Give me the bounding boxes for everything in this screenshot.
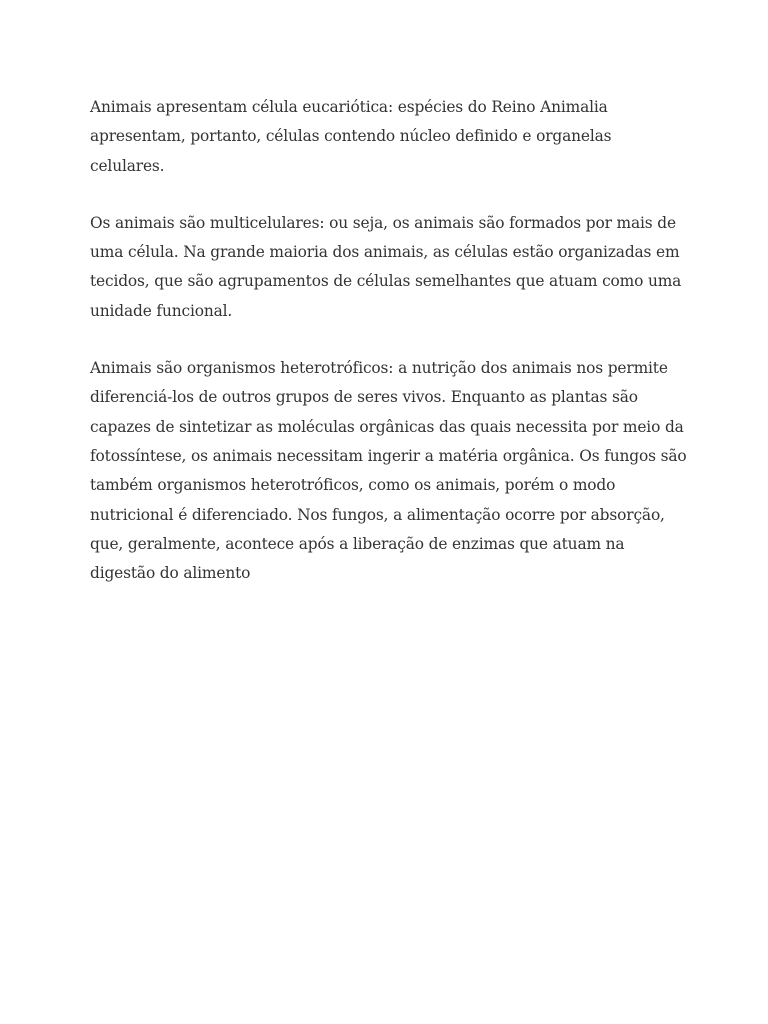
paragraph-multicellular: Os animais são multicelulares: ou seja, os animais são formados por mais de uma célula. Na grande maioria dos animais, as células estão organizadas em tecidos, que são agrupamentos de células semelhantes que atuam como uma unidade funcional. — [90, 213, 682, 320]
document-body — [90, 93, 690, 616]
paragraph-heterotrophic: Animais são organismos heterotróficos: a nutrição dos animais nos permite diferenciá-los de outros grupos de seres vivos. Enquanto as plantas são capazes de sintetizar as moléculas orgânicas das quais necessita por meio da fotossíntese, os animais necessitam ingerir a matéria orgânica. Os fungos são também organismos heterotróficos, como os animais, porém o modo nutricional é diferenciado. Nos fungos, a alimentação ocorre por absorção, que, geralmente, acontece após a liberação de enzimas que atuam na digestão do alimento — [90, 359, 687, 583]
paragraph-eukaryotic-cell: Animais apresentam célula eucariótica: espécies do Reino Animalia apresentam, portanto, células contendo núcleo definido e organelas celulares. — [90, 98, 612, 175]
